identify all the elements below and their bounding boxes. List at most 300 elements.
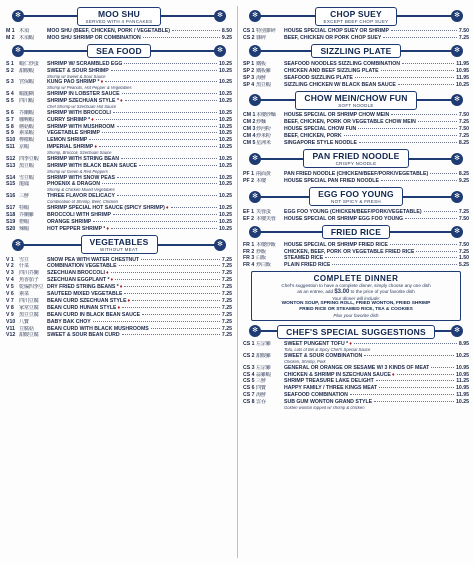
item-chinese-name: 炒麵 (256, 119, 266, 126)
item-price: 10.25 (219, 60, 232, 67)
leader-dots (416, 251, 456, 252)
spicy-icon: ♦ (100, 79, 104, 86)
item-name: HAPPY FAMILY / THREE KINGS MEAT (284, 385, 378, 392)
menu-right-column (243, 4, 469, 562)
ornament-icon: ✻ (451, 10, 463, 22)
menu-item (6, 98, 232, 105)
item-chinese-name: 素菜蝦 (19, 130, 34, 137)
item-price: 9.25 (221, 34, 232, 41)
leader-dots (122, 307, 220, 308)
item-price: 7.50 (458, 126, 469, 133)
section-title: CHOP SUEY (330, 8, 382, 19)
menu-item (243, 399, 469, 406)
spicy-icon: ♦ (127, 297, 131, 304)
item-code: S19 (6, 218, 16, 225)
item-code: SP 4 (243, 81, 255, 88)
item-price: 8.95 (458, 341, 469, 348)
leader-dots (119, 265, 220, 266)
item-chinese-name: 炒白飯 (256, 262, 271, 269)
item-code: CS 2 (243, 34, 255, 41)
item-chinese-name: 家常豆腐 (19, 304, 39, 311)
item-name: SHRIMP TREASURE LAKE DELIGHT (284, 378, 374, 385)
ornament-icon: ✻ (12, 239, 24, 251)
spicy-icon: ♦ (105, 270, 109, 277)
leader-dots (418, 121, 457, 122)
item-code: FR 3 (243, 255, 255, 262)
item-price: 10.25 (219, 181, 232, 188)
item-chinese-name: 乾煸四季豆 (19, 284, 44, 291)
menu-item (243, 133, 469, 140)
menu-item (6, 257, 232, 264)
item-chinese-name: 兩面黃 (256, 170, 271, 177)
leader-dots (125, 100, 217, 101)
menu-item (243, 341, 469, 348)
item-name: COMBINATION VEGETABLE (47, 263, 117, 270)
leader-dots (124, 286, 219, 287)
item-description: Golden wonton topped w/ shrimp & chicken (284, 406, 365, 411)
item-price: 7.25 (221, 318, 232, 325)
item-name: CHICKEN & SHRIMP IN SZECHUAN SAUCE (284, 371, 391, 378)
item-code: V 9 (6, 311, 14, 318)
leader-dots (151, 328, 220, 329)
menu-item (6, 163, 232, 170)
leader-dots (171, 207, 217, 208)
item-price: 7.25 (458, 208, 469, 215)
item-price: 7.25 (221, 297, 232, 304)
item-chinese-name: 三鮮 (19, 193, 29, 200)
item-name: EGG FOO YOUNG (CHICKEN/BEEF/PORK/VEGETABLE) (284, 208, 422, 215)
item-chinese-name: 海鮮 (256, 74, 266, 81)
ornament-icon: ✻ (249, 325, 261, 337)
menu-item (243, 28, 469, 35)
item-chinese-name: 豆腐菇 (19, 325, 34, 332)
item-code: S 1 (6, 60, 14, 67)
item-code: S11 (6, 144, 15, 151)
item-name: HOUSE SPECIAL OR SHRIMP FRIED RICE (284, 241, 388, 248)
item-price: 5.25 (458, 262, 469, 269)
menu-item (6, 79, 232, 86)
item-chinese-name: 雪豆 (19, 256, 29, 263)
item-name: SHRIMP SPECIAL HOT SAUCE (SPICY SHRIMP) (47, 204, 165, 211)
item-price: 7.25 (221, 277, 232, 284)
item-code: CS 7 (243, 392, 255, 399)
item-chinese-name: 特別雜碎 (256, 28, 276, 34)
right-sections-top (243, 5, 469, 269)
menu-item (6, 110, 232, 117)
item-name: SZECHUAN BROCCOLI (47, 270, 105, 277)
complete-dinner-line2-post: to the price of your favorite dish (350, 288, 415, 294)
item-chinese-name: 左宗雞 (256, 364, 271, 371)
item-chinese-name: 四川芥蘭 (19, 270, 39, 277)
item-price: 7.50 (458, 28, 469, 34)
menu-item (6, 319, 232, 326)
item-price: 8.50 (221, 28, 232, 34)
item-description: Tofu, Lots of Bel & Spicy Chef's Special Sauce (284, 348, 371, 353)
section-title-box (295, 91, 416, 110)
item-name: MOO SHU SHRIMP OR COMBINATION (47, 34, 141, 41)
ornament-icon: ✻ (451, 226, 463, 238)
leader-dots (93, 221, 217, 222)
item-price: 10.25 (456, 352, 469, 359)
leader-dots (379, 387, 454, 388)
spicy-icon: ♦ (94, 144, 97, 151)
menu-item (6, 298, 232, 305)
leader-dots (354, 343, 457, 344)
item-price: 7.25 (221, 284, 232, 291)
ornament-icon: ✻ (249, 10, 261, 22)
leader-dots (139, 165, 217, 166)
item-price: 10.25 (219, 225, 232, 232)
item-code: S16 (6, 193, 16, 200)
item-name: BEAN CURD WITH BLACK MUSHROOMS (47, 325, 149, 332)
leader-dots (332, 264, 456, 265)
item-chinese-name: 橙蝦 (19, 218, 29, 225)
item-chinese-name: 蒜雞蝦 (256, 371, 271, 378)
item-price: 10.25 (219, 98, 232, 105)
leader-dots (358, 128, 457, 129)
item-price: 7.25 (221, 291, 232, 298)
item-code: EF 2 (243, 215, 254, 222)
item-code: CS 5 (243, 378, 255, 385)
item-name: SHRIMP WITH MUSHROOM (47, 123, 115, 130)
item-code: S20 (6, 225, 16, 232)
ornament-icon: ✻ (249, 191, 261, 203)
section-header (243, 43, 469, 60)
menu-item (6, 291, 232, 298)
item-code: S15 (6, 181, 16, 188)
item-chinese-name: 本樓炒飯 (256, 241, 276, 248)
section-subtitle: CRISPY NOODLE (335, 161, 377, 167)
leader-dots (381, 180, 457, 181)
item-name: LEMON SHRIMP (47, 137, 88, 144)
item-name: SZECHUAN EGGPLANT * (47, 277, 110, 284)
leader-dots (143, 37, 220, 38)
menu-item (6, 35, 232, 42)
leader-dots (359, 142, 457, 143)
item-price: 10.25 (456, 399, 469, 406)
section-title: SIZZLING PLATE (320, 46, 392, 57)
menu-item (243, 372, 469, 379)
section-title: FRIED RICE (330, 227, 382, 238)
ornament-icon: ✻ (214, 45, 226, 57)
item-code: EF 1 (243, 208, 254, 215)
item-chinese-name: 檸檬蝦 (19, 137, 34, 144)
item-name: MOO SHU (BEEF, CHICKEN, PORK / VEGETABLE) (47, 28, 170, 34)
item-chinese-name: 甜酸蝦 (19, 67, 34, 74)
item-code: V 3 (6, 270, 14, 277)
item-chinese-name: 龍鳳 (19, 181, 29, 188)
leader-dots (113, 112, 217, 113)
item-code: FR 4 (243, 262, 255, 269)
item-chinese-name: 雲吞 (256, 399, 266, 406)
item-name: SHRIMP WITH BROCCOLI (47, 109, 111, 116)
item-chinese-name: 八寶 (19, 318, 29, 325)
item-name: PAN FRIED NOODLE (CHICKEN/BEEF/PORK/VEGETABLE) (284, 170, 429, 177)
item-name: BEEF, CHICKEN, PORK OR VEGETABLE CHOW MEIN (284, 119, 416, 126)
item-code: V 8 (6, 304, 14, 311)
item-chinese-name: 鐵板雞 (256, 67, 271, 74)
item-chinese-name: 海鮮 (256, 392, 266, 399)
section-header (243, 148, 469, 170)
leader-dots (381, 70, 454, 71)
complete-dinner-title: COMPLETE DINNER (313, 274, 399, 284)
item-code: V 7 (6, 297, 14, 304)
item-code: CS 1 (243, 28, 255, 34)
leader-dots (124, 63, 217, 64)
ornament-icon: ✻ (12, 45, 24, 57)
menu-item (243, 216, 469, 223)
item-name: SEAFOOD COMBINATION (284, 392, 348, 399)
leader-dots (117, 177, 217, 178)
item-price: 10.25 (219, 109, 232, 116)
item-price: 10.25 (219, 91, 232, 98)
item-price: 7.25 (458, 34, 469, 41)
spicy-icon: ♦ (349, 341, 352, 348)
section-title-box (322, 225, 390, 239)
item-price: 9.25 (458, 177, 469, 184)
menu-item (6, 326, 232, 333)
menu-item (243, 126, 469, 133)
item-chinese-name: 白飯 (256, 255, 266, 262)
menu-item (243, 378, 469, 385)
leader-dots (376, 380, 454, 381)
item-price: 10.25 (219, 162, 232, 169)
item-chinese-name: 京蝦 (19, 144, 29, 151)
section-subtitle: EXCEPT BEEF CHOP SUEY (323, 18, 389, 24)
leader-dots (172, 30, 220, 31)
section-header (243, 186, 469, 208)
menu-item (6, 193, 232, 200)
item-price: 7.25 (458, 248, 469, 255)
item-chinese-name: 本樓炒麵 (256, 112, 276, 119)
leader-dots (405, 218, 457, 219)
leader-dots (96, 119, 217, 120)
leader-dots (102, 132, 217, 133)
item-name: SINGAPORE STYLE NOODLE (284, 140, 357, 147)
item-price: 10.25 (219, 204, 232, 211)
item-chinese-name: 芙蓉蛋 (256, 208, 271, 215)
menu-item (243, 61, 469, 68)
item-price: 7.25 (221, 263, 232, 270)
spicy-icon: ♦ (106, 225, 110, 232)
item-name: PLAIN FRIED RICE (284, 262, 331, 269)
item-chinese-name: 芥蘭雞 (19, 211, 34, 218)
item-chinese-name: 黑豆豆腐 (19, 311, 39, 318)
item-code: CM 5 (243, 140, 256, 147)
menu-item (243, 392, 469, 399)
item-chinese-name: 魚香茄子 (19, 277, 39, 284)
item-code: S18 (6, 211, 16, 218)
item-price: 7.25 (221, 270, 232, 277)
item-name: SWEET & SOUR BEAN CURD (47, 332, 120, 339)
item-price: 7.25 (221, 332, 232, 339)
menu-item (243, 262, 469, 269)
item-code: S14 (6, 174, 16, 181)
section-header (243, 224, 469, 241)
leader-dots (397, 374, 455, 375)
item-code: CM 4 (243, 133, 256, 140)
item-code: CS 1 (243, 341, 255, 348)
leader-dots (132, 300, 220, 301)
menu-item (243, 365, 469, 372)
item-code: S 7 (6, 116, 14, 123)
item-chinese-name: 蝦仁炒蛋 (19, 60, 39, 67)
leader-dots (93, 321, 220, 322)
item-name: SUB GUM WONTON GRAND STYLE (284, 399, 373, 406)
section-header (243, 323, 469, 340)
item-price: 10.25 (456, 81, 469, 88)
leader-dots (113, 214, 217, 215)
leader-dots (122, 334, 220, 335)
ornament-icon: ✻ (451, 191, 463, 203)
item-description: Chicken, Shrimp, Pork (284, 359, 326, 364)
item-price: 8.25 (458, 140, 469, 147)
item-price: 10.25 (219, 174, 232, 181)
item-code: CM 3 (243, 126, 256, 133)
item-chinese-name: 黑豆蝦 (19, 162, 34, 169)
leader-dots (391, 114, 457, 115)
item-chinese-name: 雜碎 (256, 34, 266, 41)
menu-left-column (6, 4, 232, 562)
item-code: V 6 (6, 291, 14, 298)
item-name: BEAN CURD IN BLACK BEAN SAUCE (47, 311, 141, 318)
leader-dots (424, 211, 457, 212)
menu-item (6, 226, 232, 233)
item-name: SWEET & SOUR SHRIMP (47, 67, 109, 74)
menu-item (6, 277, 232, 284)
section-title: VEGETABLES (89, 237, 149, 248)
complete-dinner-line2 (256, 289, 456, 295)
item-name: SAUTEED MIXED VEGETABLE (47, 291, 123, 298)
leader-dots (122, 93, 217, 94)
menu-item (243, 242, 469, 249)
item-name: BEAN CURD HUNAN STYLE (47, 304, 117, 311)
menu-item (6, 144, 232, 151)
menu-item (6, 124, 232, 131)
item-chinese-name: 三鮮 (256, 378, 266, 385)
item-chinese-name: 炒河粉 (256, 126, 271, 133)
menu-item (6, 137, 232, 144)
item-name: GENERAL OR ORANGE OR SESAME W/ 3 KINDS OF MEAT (284, 364, 430, 371)
complete-dinner-items2: FRIED RICE OR STEAMED RICE, TEA & COOKIES (299, 306, 413, 312)
leader-dots (124, 293, 219, 294)
menu-item (243, 112, 469, 119)
complete-dinner-line1: Chef's suggestion to have a complete dinner, simply choose any one dish (281, 283, 431, 289)
item-code: S 6 (6, 109, 14, 116)
item-description: Shrimp & Chicken Mixed Vegetables (47, 188, 115, 193)
item-price: 8.25 (458, 170, 469, 177)
leader-dots (121, 158, 217, 159)
item-name: SEAFOOD NOODLES SIZZLING COMBINATION (284, 60, 401, 67)
item-name: SWEET PUNGENT TOFU * (284, 341, 349, 348)
item-code: SP 1 (243, 60, 255, 67)
item-price: 7.25 (221, 304, 232, 311)
menu-item (6, 212, 232, 219)
item-name: PHOENIX & DRAGON (47, 181, 101, 188)
item-chinese-name: 咖喱蝦 (19, 116, 34, 123)
item-price: 7.50 (458, 215, 469, 222)
item-code: SP 2 (243, 67, 255, 74)
item-name: BEAN CURD SZECHUAN STYLE (47, 297, 127, 304)
menu-item (6, 312, 232, 319)
item-code: CS 4 (243, 371, 255, 378)
item-name: IMPERIAL SHRIMP (47, 144, 94, 151)
menu-item (243, 353, 469, 360)
menu-item (243, 171, 469, 178)
item-name: HOT PEPPER SHRIMP * (47, 225, 106, 232)
item-name: VEGETABLE SHRIMP (47, 130, 100, 137)
spicy-icon: ♦ (117, 304, 121, 311)
item-price: 10.95 (456, 364, 469, 371)
menu-item (243, 35, 469, 42)
section-header (243, 5, 469, 27)
leader-dots (111, 272, 220, 273)
item-price: 10.25 (219, 193, 232, 200)
complete-dinner-includes: Your dinner will include: (331, 296, 381, 302)
item-description: Shrimp, Broccoli, Szechuan Sauce (47, 151, 112, 156)
section-title-box (303, 149, 408, 168)
section-subtitle: SERVED WITH 4 PANCAKES (85, 18, 153, 24)
menu-item (6, 68, 232, 75)
item-name: SHRIMP WITH BLACK BEAN SAUCE (47, 162, 138, 169)
menu-item (6, 332, 232, 339)
item-code: S 3 (6, 79, 14, 86)
ornament-icon: ✻ (451, 325, 463, 337)
item-code: S 9 (6, 130, 14, 137)
item-code: CM 2 (243, 119, 256, 126)
leader-dots (383, 37, 457, 38)
item-code: M 1 (6, 28, 15, 34)
complete-dinner-items1: WONTON SOUP, SPRING ROLL, FRIED WONTON, FRIED SHRIMP (281, 301, 431, 307)
item-chinese-name: 雪豆蝦 (19, 174, 34, 181)
item-chinese-name: 四川豆腐 (19, 297, 39, 304)
section-title: SEA FOOD (96, 46, 142, 57)
item-chinese-name: 四季豆蝦 (19, 155, 39, 162)
item-code: V 5 (6, 284, 14, 291)
item-chinese-name: 炒米粉 (256, 133, 271, 140)
leader-dots (398, 84, 454, 85)
section-header (243, 89, 469, 111)
menu-item (6, 117, 232, 124)
leader-dots (142, 314, 220, 315)
menu-item (243, 385, 469, 392)
item-code: S10 (6, 137, 16, 144)
item-code: FR 1 (243, 241, 255, 248)
section-subtitle: SOFT NOODLE (338, 102, 374, 108)
item-chinese-name: 芥蘭蝦 (19, 109, 34, 116)
item-price: 11.25 (456, 378, 469, 385)
item-code: S 8 (6, 123, 14, 130)
spicy-icon: ♦ (91, 116, 94, 123)
item-chinese-name: 什菜 (19, 263, 29, 270)
item-price: 10.25 (219, 211, 232, 218)
item-price: 11.95 (456, 392, 469, 399)
spicy-icon: ♦ (391, 371, 395, 378)
item-code: SP 3 (243, 74, 255, 81)
item-name: SHRIMP W/ SCRAMBLED EGG (47, 60, 123, 67)
leader-dots (99, 146, 217, 147)
spicy-icon: ♦ (165, 204, 169, 211)
section-title: PAN FRIED NOODLE (312, 151, 400, 162)
item-name: STEAMED RICE (284, 255, 324, 262)
item-code: V 4 (6, 277, 14, 284)
menu-item (243, 82, 469, 89)
item-chinese-name: 本樓 (256, 177, 266, 184)
spicy-icon: ♦ (119, 284, 123, 291)
item-name: DRY FRIED STRING BEANS * (47, 284, 119, 291)
complete-dinner-box (251, 271, 461, 321)
item-description: Chef Shrimp w/ Szechuan Hot Sauce (47, 104, 117, 109)
